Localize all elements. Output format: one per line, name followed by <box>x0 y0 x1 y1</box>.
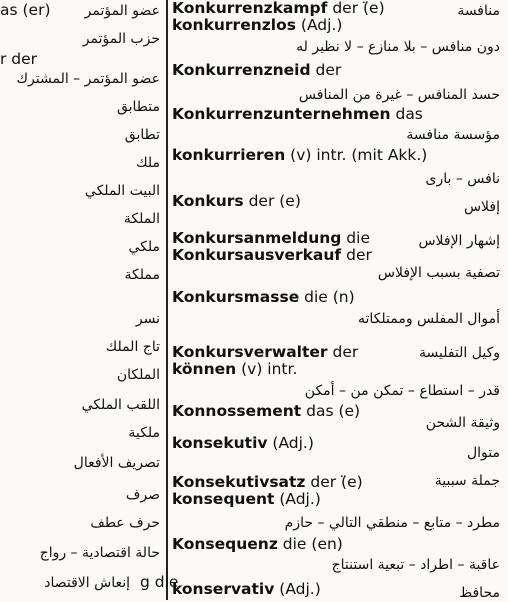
headword: konsekutiv <box>172 434 268 452</box>
headword: Konkursverwalter <box>172 343 328 361</box>
headword: Konkurs <box>172 192 244 210</box>
headword: Konkurrenzunternehmen <box>172 105 391 123</box>
entry-translation: دون منافس – بلا منازع – لا نظير له <box>296 39 500 55</box>
entry-translation: إفلاس <box>463 199 500 215</box>
entry-translation: منافسة <box>457 3 500 19</box>
left-arabic-line: تطابق <box>124 127 160 143</box>
entry-headline <box>172 246 372 264</box>
entry-headline <box>172 105 423 123</box>
entry-translation: مطرد – متابع – منطقي التالي – حازم <box>284 515 500 531</box>
left-arabic-line: متطابق <box>116 99 160 115</box>
left-arabic-line: حالة اقتصادية – رواج <box>39 545 160 561</box>
entry-headline <box>172 288 355 306</box>
left-arabic-line: الملكان <box>116 367 160 383</box>
headword: Konsekutivsatz <box>172 473 306 491</box>
grammar: (Adj.) <box>274 490 321 508</box>
entry-headline <box>172 360 297 378</box>
grammar: der <box>341 246 372 264</box>
entry-headline <box>172 61 341 79</box>
entry-translation: حسد المنافس – غيرة من المنافس <box>298 87 500 103</box>
grammar: die (en) <box>277 535 343 553</box>
headword: Konnossement <box>172 402 302 420</box>
grammar: der (̈e) <box>327 0 385 17</box>
entry-headline <box>172 229 370 247</box>
entry-translation: نافس – بارى <box>425 171 500 187</box>
column-divider <box>166 0 168 600</box>
entry-translation: متوال <box>466 445 500 461</box>
left-arabic-line: حزب المؤتمر <box>82 31 160 47</box>
grammar: der (̈e) <box>305 473 363 491</box>
headword: Konkursmasse <box>172 288 300 306</box>
entry-headline <box>172 535 343 553</box>
grammar: (Adj.) <box>295 16 343 34</box>
grammar: der <box>310 61 342 79</box>
grammar: (v) intr. (mit Akk.) <box>285 146 428 164</box>
left-arabic-line: نسر <box>135 311 160 327</box>
left-arabic-line: ملكية <box>128 425 160 441</box>
entry-headline <box>172 0 385 17</box>
left-arabic-line: مملكة <box>124 267 160 283</box>
grammar: die (n) <box>299 288 355 306</box>
left-arabic-line: حرف عطف <box>90 515 160 531</box>
entry-headline <box>172 490 321 508</box>
left-partial-headword: r der <box>0 50 38 68</box>
left-arabic-line: الملكة <box>123 211 160 227</box>
left-arabic-line: تصريف الأفعال <box>73 455 160 471</box>
entry-translation: تصفية بسبب الإفلاس <box>377 265 500 281</box>
headword: Konkursanmeldung <box>172 229 342 247</box>
headword: Konkurrenzneid <box>172 61 311 79</box>
entry-headline <box>172 343 358 361</box>
left-arabic-line: البيت الملكي <box>84 183 160 199</box>
entry-translation: إشهار الإفلاس <box>418 233 500 249</box>
grammar: das <box>390 105 423 123</box>
left-arabic-line: ملك <box>136 155 160 171</box>
entry-translation: أموال المفلس وممتلكاته <box>357 311 500 327</box>
entry-headline <box>172 146 427 164</box>
left-arabic-line: ملكي <box>128 239 160 255</box>
entry-headline <box>172 402 360 420</box>
entry-headline <box>172 192 301 210</box>
headword: konservativ <box>172 580 275 598</box>
grammar: der <box>327 343 359 361</box>
left-arabic-line: إنعاش الاقتصاد <box>44 575 130 591</box>
headword: Konsequenz <box>172 535 278 553</box>
entry-translation: قدر – استطاع – تمكن من – أمكن <box>304 383 500 399</box>
left-partial-headword: as (er) <box>0 1 51 19</box>
entry-translation: عاقبة – اطراد – تبعية استنتاج <box>331 557 500 573</box>
headword: Konkurrenzkampf <box>172 0 328 17</box>
headword: Konkursausverkauf <box>172 246 342 264</box>
entry-translation: وكيل التفليسة <box>418 345 500 361</box>
entry-headline <box>172 434 314 452</box>
headword: können <box>172 360 237 378</box>
grammar: (Adj.) <box>267 434 314 452</box>
left-arabic-line: عضو المؤتمر <box>84 3 160 19</box>
entry-headline <box>172 16 342 34</box>
grammar: die <box>341 229 370 247</box>
entry-headline <box>172 473 363 491</box>
entry-translation: مؤسسة منافسة <box>406 127 500 143</box>
headword: konsequent <box>172 490 275 508</box>
entry-headline <box>172 580 321 598</box>
entry-translation: وثيقة الشحن <box>425 415 500 431</box>
left-arabic-line: اللقب الملكي <box>81 397 160 413</box>
grammar: das (e) <box>301 402 361 420</box>
entry-translation: محافظ <box>459 585 500 601</box>
headword: konkurrieren <box>172 146 286 164</box>
grammar: (Adj.) <box>274 580 321 598</box>
grammar: (v) intr. <box>236 360 298 378</box>
left-arabic-line: عضو المؤتمر – المشترك <box>16 71 160 87</box>
grammar: der (e) <box>243 192 301 210</box>
left-partial-headword: g die <box>140 573 179 591</box>
left-arabic-line: تاج الملك <box>105 339 160 355</box>
left-arabic-line: صرف <box>125 487 160 503</box>
headword: konkurrenzlos <box>172 16 296 34</box>
entry-translation: جملة سببية <box>434 473 500 489</box>
